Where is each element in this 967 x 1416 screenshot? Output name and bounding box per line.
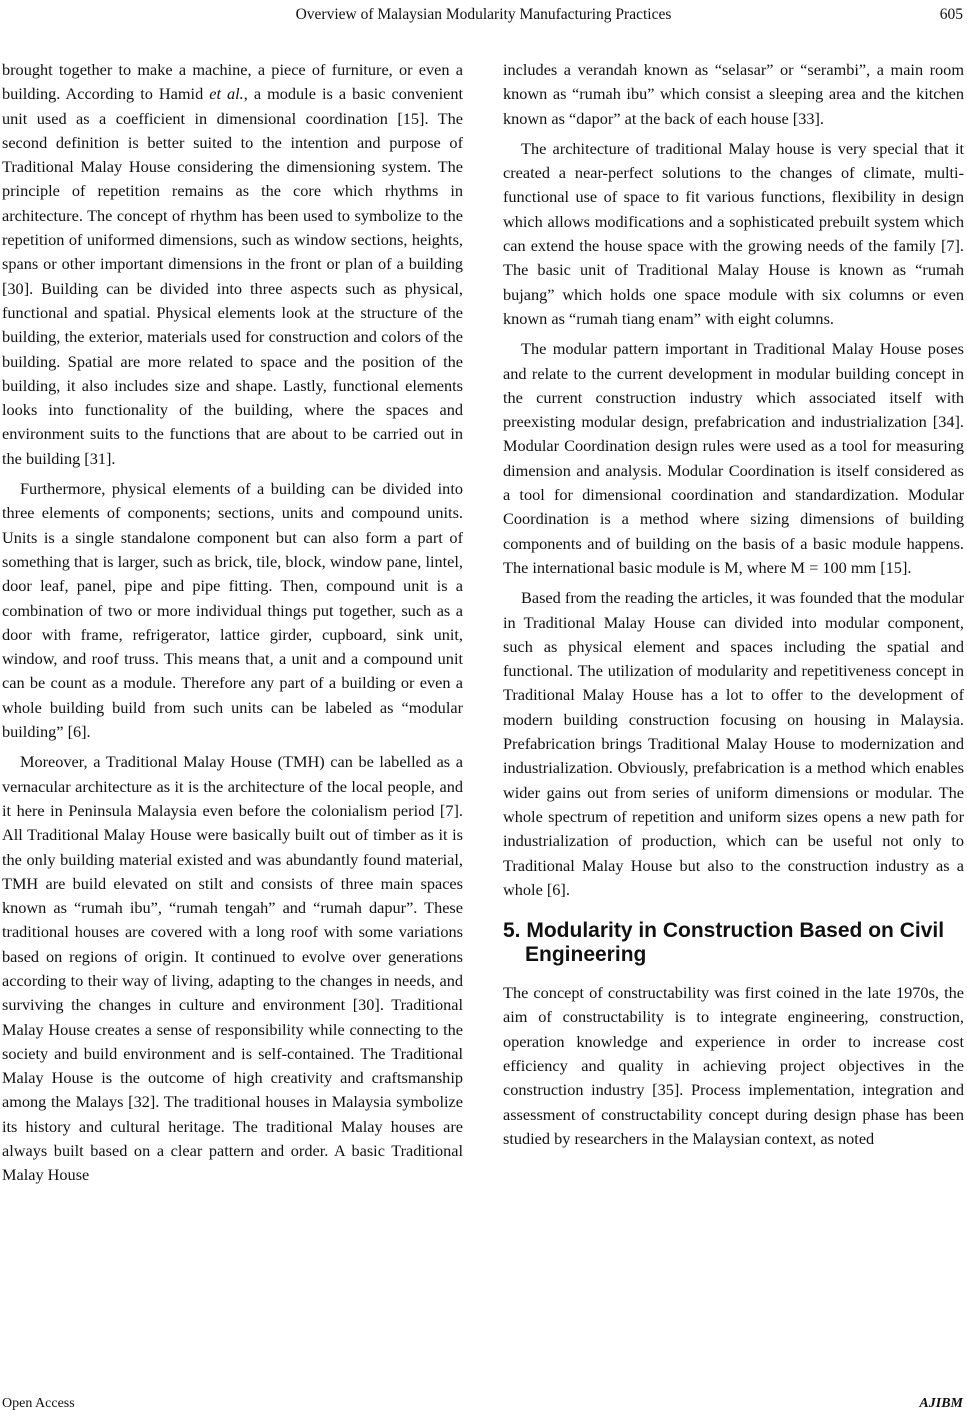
footer-journal-label: AJIBM [919,1396,963,1411]
page-number: 605 [939,6,963,23]
running-title: Overview of Malaysian Modularity Manufacturing Practices [295,6,672,23]
page-footer [0,1396,967,1416]
left-column [2,58,463,1188]
paragraph: includes a verandah known as “selasar” or “serambi”, a main room known as “rumah ibu” which consist a sleeping area and the kitchen known as “dapor” at the back of each house [33]. [503,60,964,128]
text-run: , a module is a basic convenient unit used as a coefficient in dimensional coordination [15]. The second definition is better suited to the intention and purpose of Traditional Malay House considering the dimensioning system. The principle of repetition remains as the core which rhythms in architecture. The concept of rhythm has been used to symbolize to the repetition of uniformed dimensions, such as window sections, heights, spans or other important dimensions in the front or plan of a building [30]. Building can be divided into three aspects such as physical, functional and spatial. Physical elements look at the structure of the building, the exterior, materials used for construction and colors of the building. Spatial are more related to space and the position of the building, it also includes size and shape. Lastly, functional elements looks into functionality of the building, where the spaces and environment suits to the functions that are about to be carried out in the building [31]. [2,84,463,468]
footer-access-label: Open Access [2,1396,75,1411]
text-run: brought together to make a machine, a piece of furniture, or even a building. According to Hamid [2,60,463,104]
paragraph [2,58,463,471]
paragraph: The architecture of traditional Malay house is very special that it created a near-perfect solutions to the changes of climate, multi-functional use of space to fit various functions, flexibility in design which allows modifications and a sophisticated prebuilt system which can extend the house space with the growing needs of the family [7]. The basic unit of Traditional Malay House is known as “rumah bujang” which holds one space module with six columns or even known as “rumah tiang enam” with eight columns. [503,138,964,328]
running-header [0,6,967,28]
paragraph: Based from the reading the articles, it was founded that the modular in Traditional Malay House can divided into modular component, such as physical element and spaces including the spatial and functional. The utilization of modularity and repetitiveness concept in Traditional Malay House has a lot to offer to the development of modern building construction focusing on housing in Malaysia. Prefabrication brings Traditional Malay House to modernization and industrialization. Obviously, prefabrication is a method which enables wider gains out from series of uniform dimensions or modular. The whole spectrum of repetition and uniform sizes opens a new path for industrialization of production, which can be useful not only to Traditional Malay House but also to the construction industry as a whole [6]. [503,588,964,899]
paragraph: Furthermore, physical elements of a building can be divided into three elements of components; sections, units and compound units. Units is a single standalone component but can also form a part of something that is larger, such as brick, tile, block, window pane, lintel, door leaf, panel, pipe and pipe fitting. Then, compound unit is a combination of two or more individual things put together, such as a door with frame, refrigerator, lattice girder, cupboard, sink unit, window, and roof truss. This means that, a unit and a compound unit can be count as a module. Therefore any part of a building or even a whole building build from such units can be labeled as “modular building” [6]. [2,479,463,742]
paragraph: The modular pattern important in Traditional Malay House poses and relate to the current development in modular building concept in the current construction industry which associated itself with preexisting modular design, prefabrication and industrialization [34]. Modular Coordination design rules were used as a tool for measuring dimension and analysis. Modular Coordination is itself considered as a tool for dimensional coordination and standardization. Modular Coordination is a method where sizing dimensions of building components and of building on the basis of a basic module happens. The international basic module is M, where M = 100 mm [15]. [503,339,964,577]
paragraph: The concept of constructability was first coined in the late 1970s, the aim of constructability is to integrate engineering, construction, operation knowledge and experience in order to increase cost efficiency and quality in achieving project objectives in the construction industry [35]. Process implementation, integration and assessment of constructability concept during design phase has been studied by researchers in the Malaysian context, as noted [503,983,964,1148]
italic-text: et al. [209,84,244,104]
right-column [503,58,964,1151]
paragraph: Moreover, a Traditional Malay House (TMH) can be labelled as a vernacular architecture as it is the architecture of the local people, and it here in Peninsula Malaysia even before the colonialism period [7]. All Traditional Malay House were basically built out of timber as it is the only building material existed and was abundantly found material, TMH are build elevated on stilt and consists of three main spaces known as “rumah ibu”, “rumah tengah” and “rumah dapur”. These traditional houses are covered with a long roof with some variations based on regions of origin. It continued to evolve over generations according to their way of living, adapting to the changes in needs, and surviving the changes in culture and environment [30]. Traditional Malay House creates a sense of responsibility while connecting to the society and build environment and is self-contained. The Traditional Malay House is the outcome of high creativity and craftsmanship among the Malays [32]. The traditional houses in Malaysia symbolize its history and cultural heritage. The traditional Malay houses are always built based on a clear pattern and order. A basic Traditional Malay House [2,752,463,1185]
section-heading: 5. Modularity in Construction Based on Civil Engineering [503,919,945,967]
